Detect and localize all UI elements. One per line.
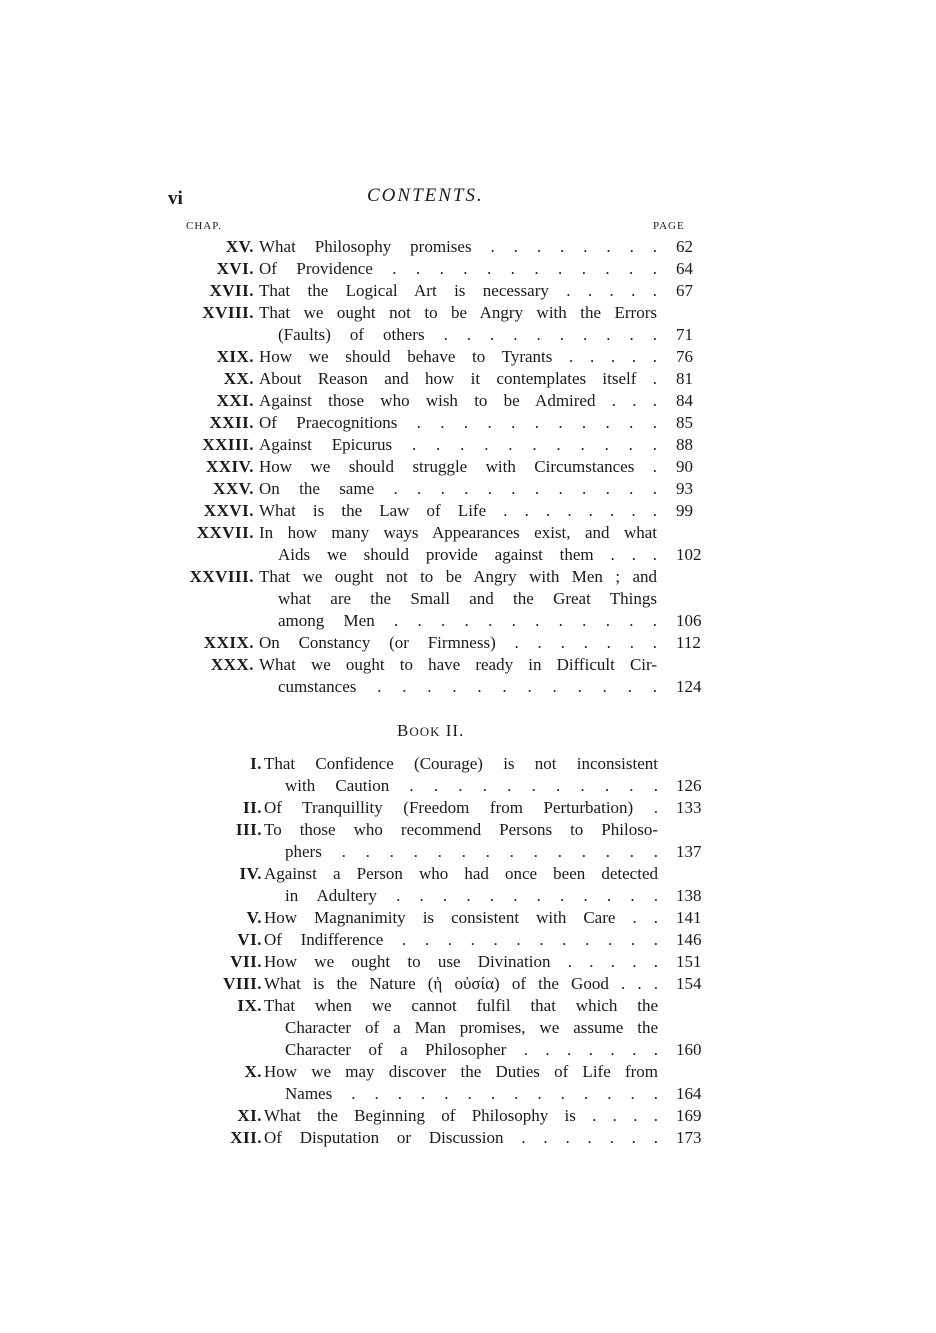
toc-line bbox=[0, 478, 936, 500]
chapter-title: (Faults) of others . . . . . . . . . . bbox=[278, 325, 657, 344]
chapter-number: XXII. bbox=[209, 413, 254, 432]
toc-book-2 bbox=[0, 753, 936, 1149]
toc-line bbox=[0, 368, 936, 390]
toc-line bbox=[0, 280, 936, 302]
page-ref: 169 bbox=[676, 1106, 702, 1125]
chapter-number: XXIX. bbox=[203, 633, 254, 652]
toc-entry bbox=[0, 951, 936, 973]
toc-line bbox=[0, 632, 936, 654]
toc-line bbox=[0, 797, 936, 819]
page-ref: 102 bbox=[676, 545, 702, 564]
chapter-number: X. bbox=[244, 1062, 262, 1081]
chapter-number: XXVII. bbox=[196, 523, 254, 542]
page-ref: 71 bbox=[676, 325, 693, 344]
chapter-number: II. bbox=[243, 798, 262, 817]
page-ref: 88 bbox=[676, 435, 693, 454]
chapter-title: among Men . . . . . . . . . . . . bbox=[278, 611, 657, 630]
toc-line bbox=[0, 1105, 936, 1127]
chapter-number: XII. bbox=[230, 1128, 262, 1147]
page-ref: 64 bbox=[676, 259, 693, 278]
toc-entry bbox=[0, 1105, 936, 1127]
toc-line bbox=[0, 522, 936, 544]
chapter-number: XVII. bbox=[209, 281, 254, 300]
toc-line bbox=[0, 610, 936, 632]
chapter-number: XXIV. bbox=[205, 457, 254, 476]
chapter-title: Against those who wish to be Admired . . . bbox=[259, 391, 657, 410]
page-ref: 154 bbox=[676, 974, 702, 993]
toc-line bbox=[0, 654, 936, 676]
chap-column-label: CHAP. bbox=[186, 220, 222, 232]
toc-line bbox=[0, 236, 936, 258]
page-ref: 67 bbox=[676, 281, 693, 300]
chapter-number: XV. bbox=[225, 237, 254, 256]
chapter-title: Names . . . . . . . . . . . . . . bbox=[285, 1084, 658, 1103]
toc-line bbox=[0, 676, 936, 698]
toc-entry bbox=[0, 907, 936, 929]
chapter-title: What we ought to have ready in Difficult Cir- bbox=[259, 655, 657, 674]
chapter-title: How we should struggle with Circumstances . bbox=[259, 457, 657, 476]
chapter-title: That we ought not to be Angry with Men ; and bbox=[259, 567, 657, 586]
book-heading-smallcaps: OOK bbox=[409, 724, 441, 739]
toc-line bbox=[0, 324, 936, 346]
chapter-number: XI. bbox=[237, 1106, 262, 1125]
page-ref: 112 bbox=[676, 633, 701, 652]
toc-line bbox=[0, 566, 936, 588]
toc-entry bbox=[0, 566, 936, 632]
chapter-title: To those who recommend Persons to Philoso- bbox=[264, 820, 658, 839]
chapter-title: Against a Person who had once been detected bbox=[264, 864, 658, 883]
page-ref: 99 bbox=[676, 501, 693, 520]
toc-line bbox=[0, 1039, 936, 1061]
chapter-title: with Caution . . . . . . . . . . . bbox=[285, 776, 658, 795]
toc-line bbox=[0, 907, 936, 929]
chapter-title: Of Providence . . . . . . . . . . . . bbox=[259, 259, 657, 278]
page-ref: 106 bbox=[676, 611, 702, 630]
book-heading-number: II. bbox=[440, 721, 465, 740]
chapter-title: Aids we should provide against them . . . bbox=[278, 545, 657, 564]
chapter-number: XVIII. bbox=[202, 303, 254, 322]
chapter-title: That when we cannot fulfil that which the bbox=[264, 996, 658, 1015]
page-ref: 84 bbox=[676, 391, 693, 410]
chapter-title: About Reason and how it contemplates itself . bbox=[259, 369, 657, 388]
book-heading-initial: B bbox=[397, 721, 410, 740]
page-column-label: PAGE bbox=[653, 220, 685, 232]
page-ref: 62 bbox=[676, 237, 693, 256]
toc-line bbox=[0, 1017, 936, 1039]
chapter-title: In how many ways Appearances exist, and what bbox=[259, 523, 657, 542]
chapter-title: How Magnanimity is consistent with Care . . bbox=[264, 908, 658, 927]
toc-line bbox=[0, 973, 936, 995]
page-ref: 76 bbox=[676, 347, 693, 366]
toc-entry bbox=[0, 863, 936, 907]
chapter-title: Character of a Man promises, we assume the bbox=[285, 1018, 658, 1037]
chapter-title: cumstances . . . . . . . . . . . . bbox=[278, 677, 657, 696]
toc-entry bbox=[0, 1061, 936, 1105]
toc-entry bbox=[0, 368, 936, 390]
chapter-title: That we ought not to be Angry with the Errors bbox=[259, 303, 657, 322]
toc-entry bbox=[0, 973, 936, 995]
chapter-title: Of Indifference . . . . . . . . . . . . bbox=[264, 930, 658, 949]
toc-line bbox=[0, 775, 936, 797]
page-ref: 151 bbox=[676, 952, 702, 971]
chapter-title: Of Praecognitions . . . . . . . . . . . bbox=[259, 413, 657, 432]
page-ref: 81 bbox=[676, 369, 693, 388]
toc-line bbox=[0, 819, 936, 841]
chapter-title: in Adultery . . . . . . . . . . . . bbox=[285, 886, 658, 905]
toc-line bbox=[0, 929, 936, 951]
chapter-number: I. bbox=[250, 754, 262, 773]
chapter-title: Of Disputation or Discussion . . . . . . . bbox=[264, 1128, 658, 1147]
page-ref: 133 bbox=[676, 798, 702, 817]
chapter-title: How we should behave to Tyrants . . . . . bbox=[259, 347, 657, 366]
toc-entry bbox=[0, 654, 936, 698]
toc-line bbox=[0, 951, 936, 973]
toc-line bbox=[0, 434, 936, 456]
chapter-title: On the same . . . . . . . . . . . . bbox=[259, 479, 657, 498]
chapter-title: Of Tranquillity (Freedom from Perturbation) . bbox=[264, 798, 658, 817]
running-head: CONTENTS. bbox=[367, 185, 484, 206]
chapter-number: XXVI. bbox=[203, 501, 254, 520]
toc-entry bbox=[0, 753, 936, 797]
toc-entry bbox=[0, 302, 936, 346]
chapter-title: That Confidence (Courage) is not inconsistent bbox=[264, 754, 658, 773]
chapter-number: XXI. bbox=[216, 391, 254, 410]
chapter-title: What Philosophy promises . . . . . . . . bbox=[259, 237, 657, 256]
page-ref: 164 bbox=[676, 1084, 702, 1103]
page-ref: 137 bbox=[676, 842, 702, 861]
page-number: vi bbox=[168, 188, 183, 209]
toc-entry bbox=[0, 280, 936, 302]
page-ref: 93 bbox=[676, 479, 693, 498]
chapter-number: XXVIII. bbox=[189, 567, 254, 586]
book-heading bbox=[397, 721, 464, 741]
toc-line bbox=[0, 863, 936, 885]
chapter-title: what are the Small and the Great Things bbox=[278, 589, 657, 608]
chapter-title: Character of a Philosopher . . . . . . . bbox=[285, 1040, 658, 1059]
chapter-title: What is the Law of Life . . . . . . . . bbox=[259, 501, 657, 520]
toc-entry bbox=[0, 434, 936, 456]
toc-line bbox=[0, 302, 936, 324]
chapter-number: VIII. bbox=[223, 974, 262, 993]
chapter-title: What is the Nature (ἡ οὐσία) of the Good . . . bbox=[264, 974, 658, 993]
toc-entry bbox=[0, 346, 936, 368]
toc-entry bbox=[0, 412, 936, 434]
toc-entry bbox=[0, 390, 936, 412]
chapter-number: XXV. bbox=[213, 479, 254, 498]
toc-entry bbox=[0, 236, 936, 258]
page-ref: 141 bbox=[676, 908, 702, 927]
chapter-number: III. bbox=[235, 820, 262, 839]
toc-entry bbox=[0, 929, 936, 951]
chapter-number: XX. bbox=[223, 369, 254, 388]
page-ref: 124 bbox=[676, 677, 702, 696]
toc-line bbox=[0, 1127, 936, 1149]
toc-line bbox=[0, 258, 936, 280]
toc-line bbox=[0, 412, 936, 434]
toc-line bbox=[0, 1061, 936, 1083]
toc-line bbox=[0, 500, 936, 522]
toc-entry bbox=[0, 456, 936, 478]
page-ref: 90 bbox=[676, 457, 693, 476]
page-ref: 160 bbox=[676, 1040, 702, 1059]
chapter-title: phers . . . . . . . . . . . . . . bbox=[285, 842, 658, 861]
chapter-number: V. bbox=[246, 908, 262, 927]
page-ref: 138 bbox=[676, 886, 702, 905]
chapter-title: On Constancy (or Firmness) . . . . . . . bbox=[259, 633, 657, 652]
chapter-title: How we may discover the Duties of Life from bbox=[264, 1062, 658, 1081]
toc-line bbox=[0, 1083, 936, 1105]
toc-line bbox=[0, 390, 936, 412]
toc-book-1 bbox=[0, 236, 936, 698]
chapter-number: IV. bbox=[239, 864, 262, 883]
chapter-number: XVI. bbox=[216, 259, 254, 278]
chapter-title: How we ought to use Divination . . . . . bbox=[264, 952, 658, 971]
toc-entry bbox=[0, 819, 936, 863]
page-ref: 85 bbox=[676, 413, 693, 432]
toc-line bbox=[0, 588, 936, 610]
page-ref: 146 bbox=[676, 930, 702, 949]
toc-entry bbox=[0, 478, 936, 500]
chapter-title: What the Beginning of Philosophy is . . . . bbox=[264, 1106, 658, 1125]
page-ref: 173 bbox=[676, 1128, 702, 1147]
toc-line bbox=[0, 456, 936, 478]
toc-entry bbox=[0, 522, 936, 566]
chapter-number: XIX. bbox=[216, 347, 254, 366]
chapter-number: VI. bbox=[237, 930, 262, 949]
toc-entry bbox=[0, 1127, 936, 1149]
toc-line bbox=[0, 544, 936, 566]
toc-entry bbox=[0, 995, 936, 1061]
toc-line bbox=[0, 753, 936, 775]
toc-entry bbox=[0, 258, 936, 280]
chapter-title: That the Logical Art is necessary . . . . . bbox=[259, 281, 657, 300]
chapter-title: Against Epicurus . . . . . . . . . . . bbox=[259, 435, 657, 454]
page-ref: 126 bbox=[676, 776, 702, 795]
chapter-number: XXX. bbox=[210, 655, 254, 674]
toc-line bbox=[0, 346, 936, 368]
toc-entry bbox=[0, 632, 936, 654]
chapter-number: XXIII. bbox=[202, 435, 254, 454]
toc-line bbox=[0, 995, 936, 1017]
chapter-number: IX. bbox=[237, 996, 262, 1015]
chapter-number: VII. bbox=[230, 952, 262, 971]
toc-entry bbox=[0, 500, 936, 522]
toc-entry bbox=[0, 797, 936, 819]
toc-line bbox=[0, 841, 936, 863]
toc-line bbox=[0, 885, 936, 907]
